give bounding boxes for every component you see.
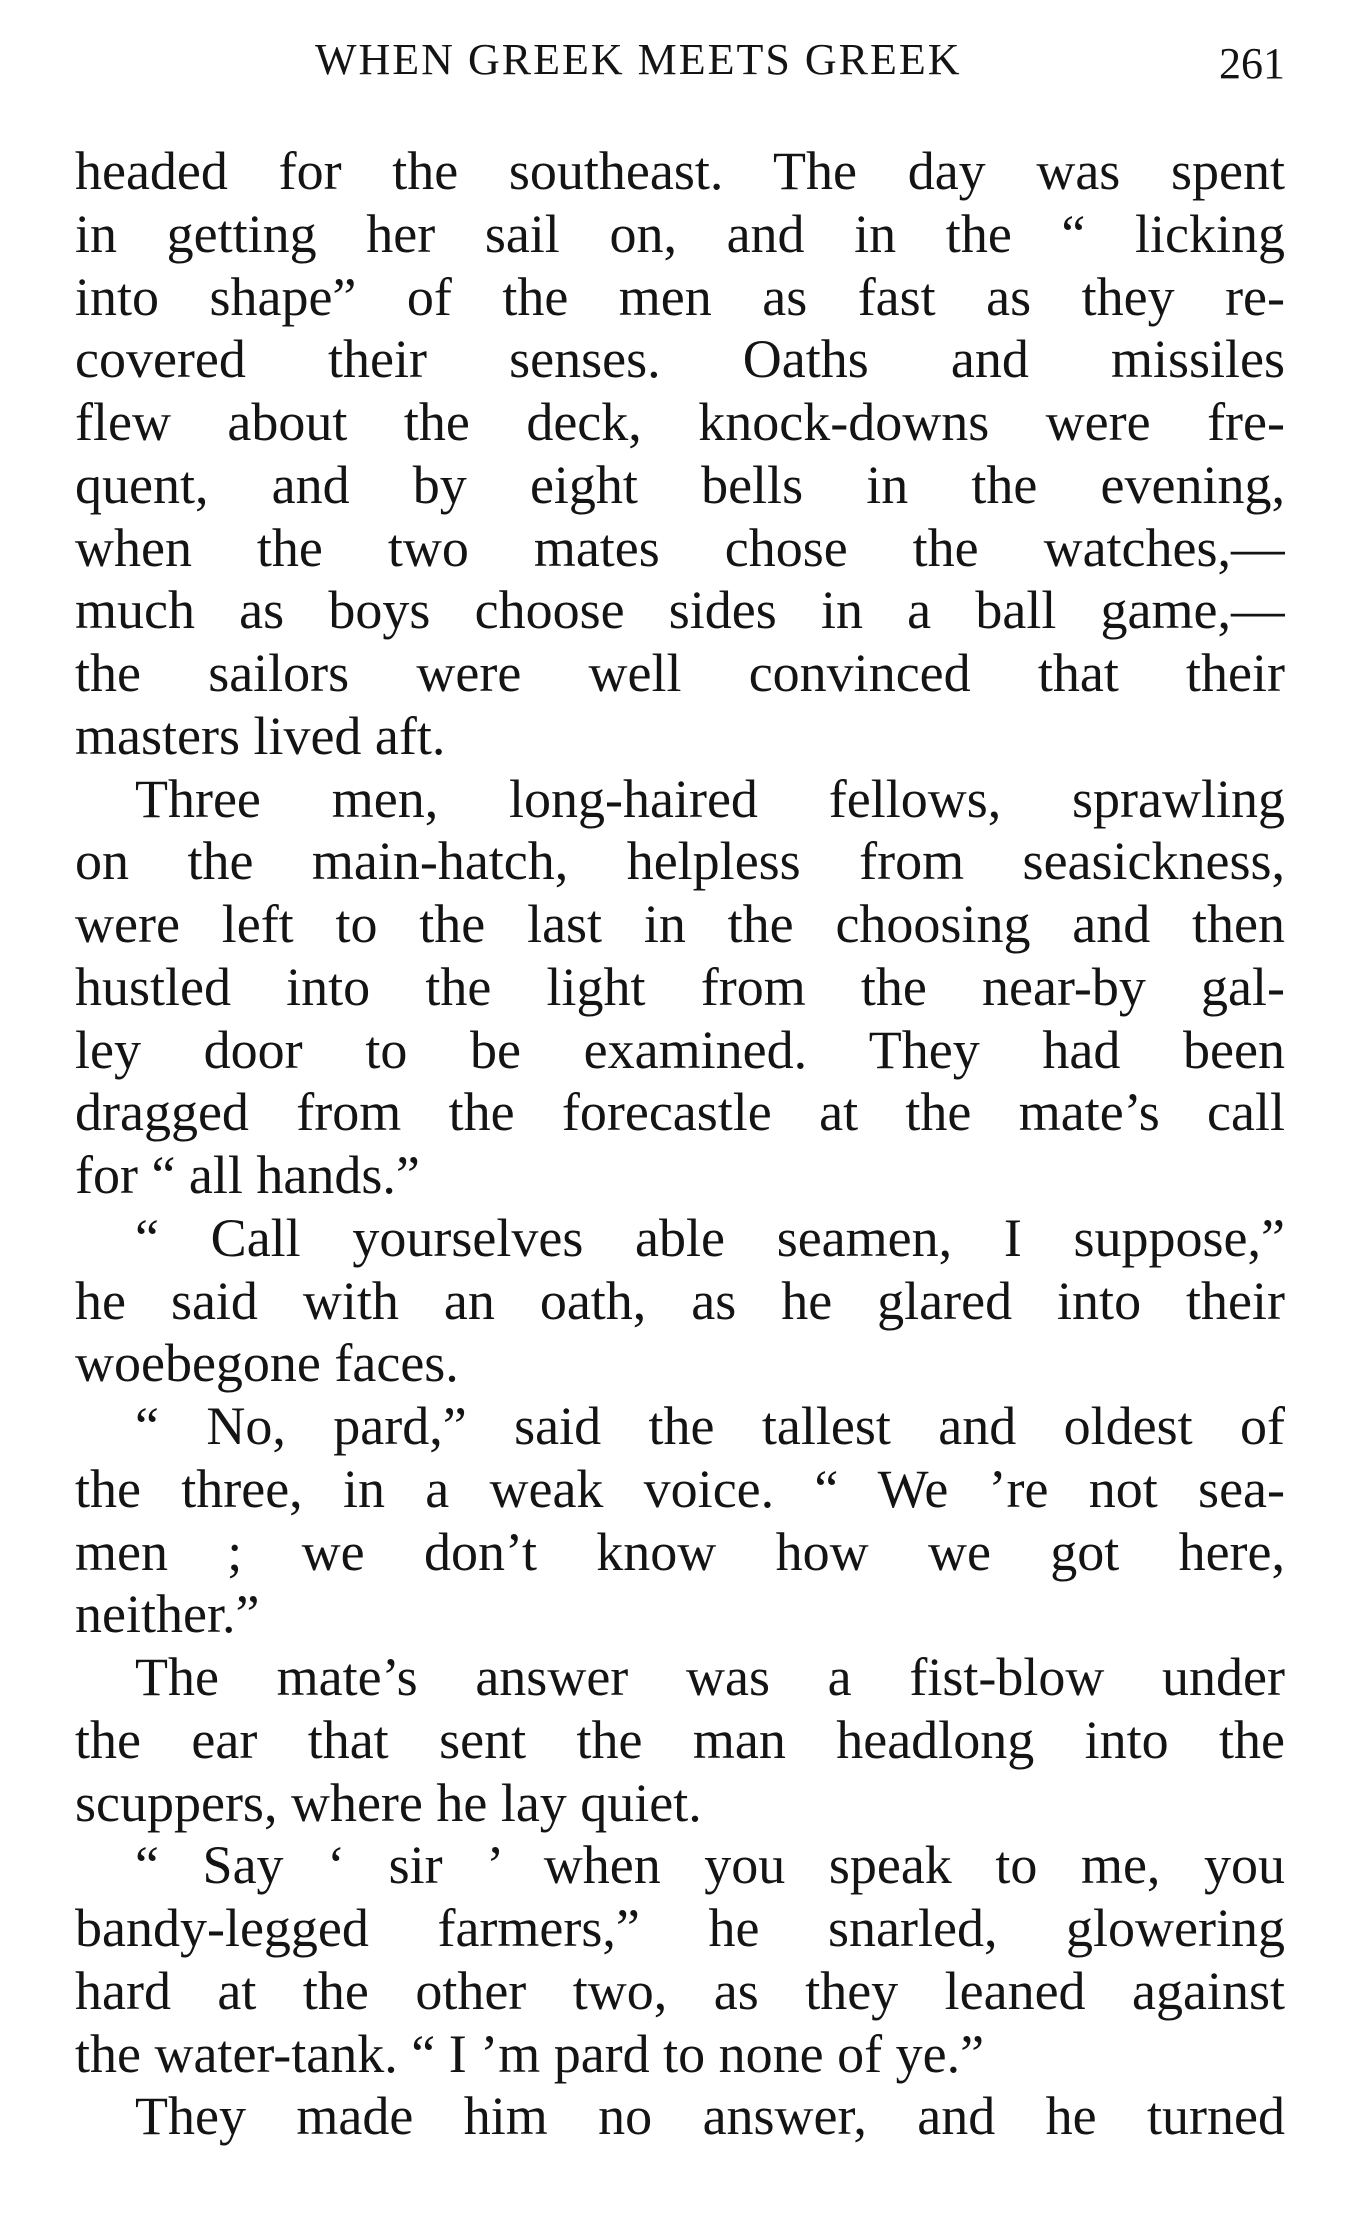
text-line: the ear that sent the man headlong into the xyxy=(75,1709,1285,1770)
text-line: bandy-legged farmers,” he snarled, glowering xyxy=(75,1898,1285,1958)
text-line: for “ all hands.” xyxy=(75,1145,420,1205)
text-line: hustled into the light from the near-by gal- xyxy=(75,956,1285,1017)
page-number: 261 xyxy=(1219,39,1285,88)
running-head: WHEN GREEK MEETS GREEK xyxy=(315,35,962,84)
text-line: woebegone faces. xyxy=(75,1333,459,1394)
text-line: “ Call yourselves able seamen, I suppose,” xyxy=(135,1207,1285,1268)
text-line: scuppers, where he lay quiet. xyxy=(75,1772,702,1833)
text-line: he said with an oath, as he glared into their xyxy=(75,1270,1285,1331)
text-line: quent, and by eight bells in the evening, xyxy=(75,454,1285,515)
text-line: dragged from the forecastle at the mate’s call xyxy=(75,1082,1285,1143)
text-line: neither.” xyxy=(75,1584,260,1645)
text-line: Three men, long-haired fellows, sprawling xyxy=(135,768,1285,829)
text-line: flew about the deck, knock-downs were fre- xyxy=(75,392,1285,452)
text-line: masters lived aft. xyxy=(75,705,446,766)
text-line: headed for the southeast. The day was spent xyxy=(75,141,1285,201)
text-line: in getting her sail on, and in the “ licking xyxy=(75,203,1285,264)
text-line: covered their senses. Oaths and missiles xyxy=(75,329,1285,390)
text-line: “ Say ‘ sir ’ when you speak to me, you xyxy=(135,1835,1285,1896)
text-line: into shape” of the men as fast as they re- xyxy=(75,266,1285,327)
body-text xyxy=(75,140,1285,2148)
text-line: ley door to be examined. They had been xyxy=(75,1019,1285,1080)
text-line: the sailors were well convinced that their xyxy=(75,643,1285,703)
text-line: the water-tank. “ I ’m pard to none of ye.” xyxy=(75,2023,985,2084)
text-line: The mate’s answer was a fist-blow under xyxy=(135,1647,1285,1707)
text-line: much as boys choose sides in a ball game,— xyxy=(75,580,1285,641)
text-line: when the two mates chose the watches,— xyxy=(75,517,1285,578)
text-line: the three, in a weak voice. “ We ’re not sea- xyxy=(75,1458,1285,1519)
text-line: “ No, pard,” said the tallest and oldest of xyxy=(135,1396,1285,1456)
text-line: men ; we don’t know how we got here, xyxy=(75,1521,1285,1582)
text-line: hard at the other two, as they leaned against xyxy=(75,1960,1285,2021)
text-line: They made him no answer, and he turned xyxy=(135,2086,1285,2147)
text-line: were left to the last in the choosing and then xyxy=(75,894,1285,954)
page-header xyxy=(75,30,1285,90)
text-line: on the main-hatch, helpless from seasickness, xyxy=(75,831,1285,892)
